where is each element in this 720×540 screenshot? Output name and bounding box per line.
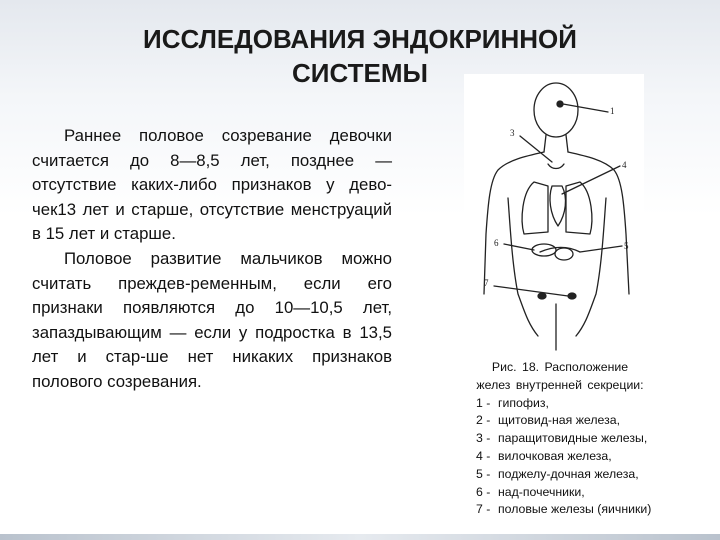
legend-item	[430, 395, 690, 413]
head-outline	[534, 83, 578, 137]
leader-line-7	[494, 286, 568, 296]
leader-line-4	[562, 166, 620, 194]
ovary-left	[538, 293, 546, 299]
legend-number: 1 -	[476, 395, 491, 410]
figure-label-7: 7	[484, 278, 489, 288]
left-lung	[522, 182, 548, 234]
figure-label-6: 6	[494, 238, 499, 248]
legend-number: 2 -	[476, 413, 491, 428]
left-torso-outline	[508, 198, 538, 336]
legend-text: поджелу-дочная железа,	[498, 466, 639, 481]
legend-number: 7 -	[476, 502, 491, 517]
legend-text: гипофиз,	[498, 395, 549, 410]
figure-label-3: 3	[510, 128, 515, 138]
legend-item	[430, 430, 690, 448]
legend-item	[430, 412, 690, 430]
legend-number: 3 -	[476, 431, 491, 446]
legend-text: вилочковая железа,	[498, 448, 612, 463]
legend-number: 5 -	[476, 466, 491, 481]
legend-text: над-почечники,	[498, 484, 585, 499]
ovary-right	[568, 293, 576, 299]
legend-item	[430, 484, 690, 502]
title-line-1: ИССЛЕДОВАНИЯ ЭНДОКРИННОЙ	[143, 24, 577, 54]
pituitary-gland	[557, 101, 563, 107]
figure-label-1: 1	[610, 106, 615, 116]
paragraph-puberty-boys: Половое развитие мальчиков можно считать преждев-ременным, если его признаки появляются до 10—10,5 лет, запаздывающим — если у подростка в 13,5 лет и стар-ше нет никаких признаков полового созревания.	[32, 248, 392, 391]
figure-label-4: 4	[622, 160, 627, 170]
body-text	[32, 124, 392, 395]
legend-number: 6 -	[476, 484, 491, 499]
legend-item	[430, 501, 690, 519]
legend-item	[430, 448, 690, 466]
kidney-outline	[555, 248, 573, 260]
figure-label-5: 5	[624, 241, 629, 251]
slide-bottom-bar	[0, 534, 720, 540]
legend-text: половые железы (яичники)	[498, 502, 652, 517]
leader-line-1	[563, 104, 608, 112]
caption-heading-line-1: Рис. 18. Расположение	[491, 360, 629, 374]
figure-caption	[430, 359, 690, 519]
title-line-2: СИСТЕМЫ	[292, 58, 428, 88]
right-torso-outline	[576, 198, 606, 336]
leader-line-6	[504, 244, 534, 250]
legend-item	[430, 466, 690, 484]
legend-text: паращитовидные железы,	[498, 431, 648, 446]
paragraph-puberty-girls: Раннее половое созревание девочки считается до 8—8,5 лет, позднее — отсутствие каких-либо признаков у дево-чек13 лет и старше, отсутствие менструаций в 15 лет и старше.	[32, 126, 392, 244]
caption-heading-line-2: желез внутренней секреции:	[476, 377, 644, 392]
leader-line-3	[520, 136, 552, 162]
right-arm-outline	[568, 152, 629, 294]
thyroid-gland	[548, 164, 564, 169]
human-body-outline-illustration	[464, 74, 644, 354]
legend-text: щитовид-ная железа,	[498, 413, 620, 428]
leader-line-5	[580, 246, 622, 252]
thymus-gland	[550, 186, 565, 226]
legend-number: 4 -	[476, 448, 491, 463]
endocrine-glands-figure	[464, 74, 644, 354]
